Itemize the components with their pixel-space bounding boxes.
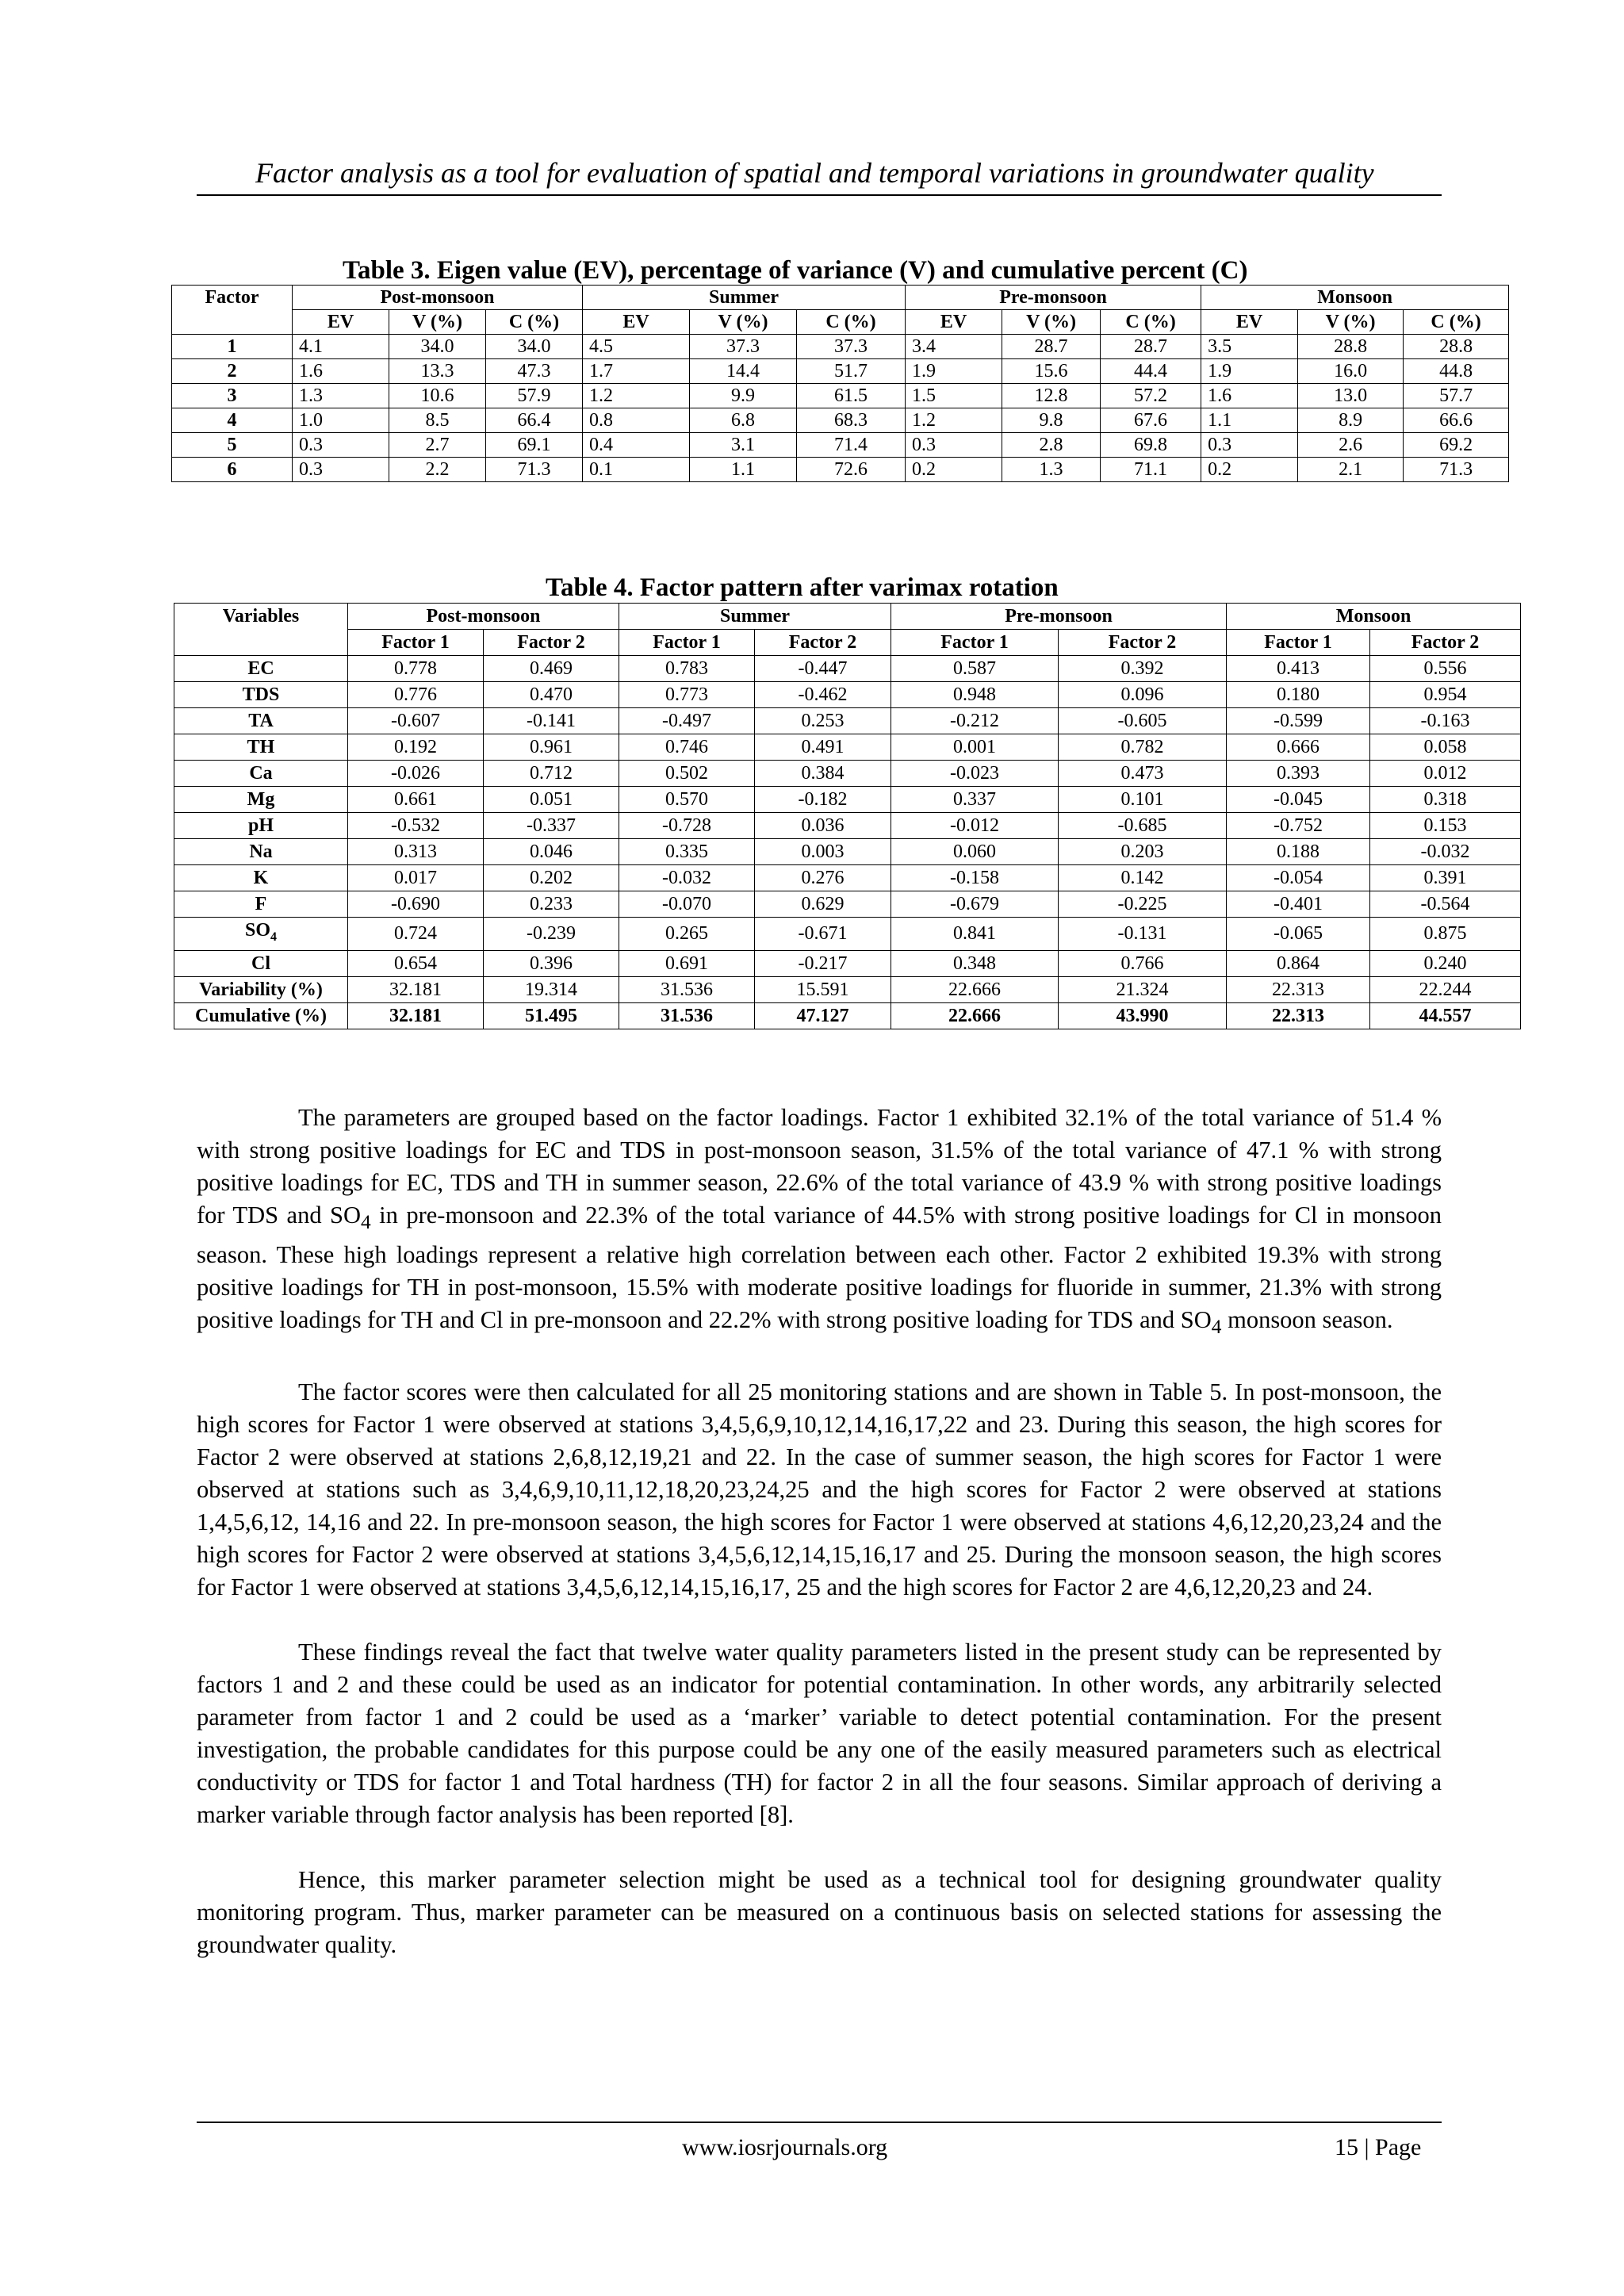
table4-cell: 0.666 bbox=[1227, 734, 1370, 761]
table3-row bbox=[172, 408, 1509, 433]
table4-cell: -0.401 bbox=[1227, 891, 1370, 918]
table4-variable-label: TA bbox=[174, 708, 348, 734]
table3-cell: 37.3 bbox=[797, 335, 906, 359]
table4-cell: 0.192 bbox=[348, 734, 484, 761]
table4-cell: 0.502 bbox=[619, 761, 755, 787]
table4-cell: 0.469 bbox=[484, 656, 619, 682]
table4-season-header: Post-monsoon bbox=[348, 604, 619, 630]
table3-cell: 12.8 bbox=[1002, 384, 1101, 408]
table4-cell: 0.142 bbox=[1059, 865, 1227, 891]
table4-cell: 0.318 bbox=[1370, 787, 1521, 813]
table4-cell: 0.188 bbox=[1227, 839, 1370, 865]
table4-cumulative-cell: 31.536 bbox=[619, 1002, 755, 1029]
table4-cell: -0.497 bbox=[619, 708, 755, 734]
table4-cell: -0.752 bbox=[1227, 813, 1370, 839]
table4-cell: -0.141 bbox=[484, 708, 619, 734]
table4-cumulative-cell: 22.313 bbox=[1227, 1002, 1370, 1029]
table3-cell: 57.9 bbox=[486, 384, 583, 408]
table3-cell: 0.3 bbox=[1201, 433, 1298, 458]
table4-cell: -0.158 bbox=[891, 865, 1059, 891]
table3-cell: 71.4 bbox=[797, 433, 906, 458]
table4-cell: -0.337 bbox=[484, 813, 619, 839]
table4-variable-label: Na bbox=[174, 839, 348, 865]
table4-season-header: Summer bbox=[619, 604, 891, 630]
table4-cell: 0.391 bbox=[1370, 865, 1521, 891]
table3-subheader-row bbox=[172, 310, 1509, 335]
table4-cell: 0.051 bbox=[484, 787, 619, 813]
table4-cell: -0.607 bbox=[348, 708, 484, 734]
table4-cell: -0.462 bbox=[755, 682, 891, 708]
table4-cell: 0.180 bbox=[1227, 682, 1370, 708]
table3-cell: 1.2 bbox=[906, 408, 1002, 433]
table4-variable-label: $SO_4$ bbox=[174, 918, 348, 951]
table4-cell: 0.773 bbox=[619, 682, 755, 708]
table4-variables-header: Variables bbox=[174, 604, 348, 656]
table4-cell: -0.065 bbox=[1227, 918, 1370, 951]
table4-cell: 0.782 bbox=[1059, 734, 1227, 761]
paragraph-1: The parameters are grouped based on the factor loadings. Factor 1 exhibited 32.1% of the total variance of 51.4 % with strong positive loadings for EC and TDS in post-monsoon season, 31.5% of the total variance of 47.1 % with strong positive loadings for EC, TDS and TH in summer season, 22.6% of the total variance of 43.9 % with strong positive loadings for TDS and $SO_4$ in pre-monsoon and 22.3% of the total variance of 44.5% with strong positive loadings for Cl in monsoon season. These high loadings represent a relative high correlation between each other. Factor 2 exhibited 19.3% with strong positive loadings for TH in post-monsoon, 15.5% with moderate positive loadings for fluoride in summer, 21.3% with strong positive loadings for TH and Cl in pre-monsoon and 22.2% with strong positive loading for TDS and $SO_4$ monsoon season. bbox=[197, 1104, 1442, 1339]
table3-cell: 61.5 bbox=[797, 384, 906, 408]
table4-variable-label: TDS bbox=[174, 682, 348, 708]
table4-cell: 0.864 bbox=[1227, 950, 1370, 976]
table4-cell: -0.023 bbox=[891, 761, 1059, 787]
table4-cell: -0.564 bbox=[1370, 891, 1521, 918]
table3-cell: 71.3 bbox=[1404, 458, 1509, 482]
table3-cell: 4.5 bbox=[583, 335, 690, 359]
table4-cell: 0.060 bbox=[891, 839, 1059, 865]
table4-cell: 0.003 bbox=[755, 839, 891, 865]
table4-cell: 0.096 bbox=[1059, 682, 1227, 708]
table4-subheader: Factor 1 bbox=[619, 630, 755, 656]
table3-cell: 28.8 bbox=[1404, 335, 1509, 359]
table3-cell: 67.6 bbox=[1101, 408, 1201, 433]
table3-factor-label: 1 bbox=[172, 335, 293, 359]
table4-cell: -0.182 bbox=[755, 787, 891, 813]
table3-subheader: EV bbox=[906, 310, 1002, 335]
table4-cell: -0.532 bbox=[348, 813, 484, 839]
table4-cell: 0.153 bbox=[1370, 813, 1521, 839]
table4-cell: 0.778 bbox=[348, 656, 484, 682]
table4-variable-label: F bbox=[174, 891, 348, 918]
table4-subheader: Factor 2 bbox=[1059, 630, 1227, 656]
header-rule bbox=[197, 194, 1442, 196]
table3-season-header: Post-monsoon bbox=[293, 286, 583, 310]
table3-subheader: C (%) bbox=[797, 310, 906, 335]
table4-cell: 0.396 bbox=[484, 950, 619, 976]
paragraph-2: The factor scores were then calculated for all 25 monitoring stations and are shown in Table 5. In post-monsoon, the high scores for Factor 1 were observed at stations 3,4,5,6,9,10,12,14,16,17,22 and 23. During this season, the high scores for Factor 2 were observed at stations 2,6,8,12,19,21 and 22. In the case of summer season, the high scores for Factor 1 were observed at stations such as 3,4,6,9,10,11,12,18,20,23,24,25 and the high scores for Factor 2 were observed at stations 1,4,5,6,12, 14,16 and 22. In pre-monsoon season, the high scores for Factor 1 were observed at stations 4,6,12,20,23,24 and the high scores for Factor 2 were observed at stations 3,4,5,6,12,14,15,16,17 and 25. During the monsoon season, the high scores for Factor 1 were observed at stations 3,4,5,6,12,14,15,16,17, 25 and the high scores for Factor 2 are 4,6,12,20,23 and 24. bbox=[197, 1378, 1442, 1601]
table3-cell: 3.1 bbox=[690, 433, 797, 458]
table4-cell: 0.240 bbox=[1370, 950, 1521, 976]
table3-cell: 28.8 bbox=[1298, 335, 1404, 359]
table3-subheader: C (%) bbox=[1404, 310, 1509, 335]
footer-rule bbox=[197, 2122, 1442, 2123]
table4-cell: 0.046 bbox=[484, 839, 619, 865]
table3-cell: 69.1 bbox=[486, 433, 583, 458]
table4-cell: 0.570 bbox=[619, 787, 755, 813]
table4-cell: -0.054 bbox=[1227, 865, 1370, 891]
table4-cell: 0.313 bbox=[348, 839, 484, 865]
table3-cell: 2.6 bbox=[1298, 433, 1404, 458]
table4-cell: 0.017 bbox=[348, 865, 484, 891]
table4-row bbox=[174, 865, 1521, 891]
table3-row bbox=[172, 359, 1509, 384]
table4-variability-label: Variability (%) bbox=[174, 976, 348, 1002]
table3-factor-label: 4 bbox=[172, 408, 293, 433]
table3-cell: 1.5 bbox=[906, 384, 1002, 408]
table3-subheader: V (%) bbox=[690, 310, 797, 335]
table4-cell: 0.413 bbox=[1227, 656, 1370, 682]
table3-factor-label: 3 bbox=[172, 384, 293, 408]
table4-variable-label: TH bbox=[174, 734, 348, 761]
table3-cell: 0.3 bbox=[293, 433, 389, 458]
table4-cell: -0.070 bbox=[619, 891, 755, 918]
table3-cell: 13.0 bbox=[1298, 384, 1404, 408]
table4-cell: 0.746 bbox=[619, 734, 755, 761]
table4-cumulative-label: Cumulative (%) bbox=[174, 1002, 348, 1029]
table4-subheader: Factor 2 bbox=[755, 630, 891, 656]
table4-row bbox=[174, 682, 1521, 708]
table4-cell: 0.491 bbox=[755, 734, 891, 761]
table4-cell: 0.393 bbox=[1227, 761, 1370, 787]
table3-factor-header: Factor bbox=[172, 286, 293, 335]
table4-cell: -0.012 bbox=[891, 813, 1059, 839]
table3-eigenvalues bbox=[171, 285, 1509, 482]
table3-cell: 0.1 bbox=[583, 458, 690, 482]
table4-variability-cell: 22.244 bbox=[1370, 976, 1521, 1002]
table3-season-header: Pre-monsoon bbox=[906, 286, 1201, 310]
table4-subheader: Factor 1 bbox=[1227, 630, 1370, 656]
table3-cell: 69.8 bbox=[1101, 433, 1201, 458]
table3-cell: 57.2 bbox=[1101, 384, 1201, 408]
table4-variability-cell: 19.314 bbox=[484, 976, 619, 1002]
table4-row bbox=[174, 891, 1521, 918]
table4-cell: -0.045 bbox=[1227, 787, 1370, 813]
table3-cell: 0.2 bbox=[1201, 458, 1298, 482]
table3-cell: 2.8 bbox=[1002, 433, 1101, 458]
table4-variability-cell: 32.181 bbox=[348, 976, 484, 1002]
table3-cell: 9.9 bbox=[690, 384, 797, 408]
table4-cell: 0.276 bbox=[755, 865, 891, 891]
table4-cumulative-cell: 22.666 bbox=[891, 1002, 1059, 1029]
table4-cell: 0.337 bbox=[891, 787, 1059, 813]
table4-cell: 0.766 bbox=[1059, 950, 1227, 976]
table3-cell: 0.4 bbox=[583, 433, 690, 458]
table3-subheader: EV bbox=[293, 310, 389, 335]
table4-cell: -0.212 bbox=[891, 708, 1059, 734]
table3-cell: 0.2 bbox=[906, 458, 1002, 482]
table3-cell: 1.6 bbox=[293, 359, 389, 384]
table3-cell: 3.5 bbox=[1201, 335, 1298, 359]
table4-caption: Table 4. Factor pattern after varimax rotation bbox=[546, 573, 1059, 602]
table4-variable-label: Mg bbox=[174, 787, 348, 813]
table4-cell: 0.470 bbox=[484, 682, 619, 708]
table4-cell: 0.875 bbox=[1370, 918, 1521, 951]
table3-cell: 37.3 bbox=[690, 335, 797, 359]
table4-cell: 0.776 bbox=[348, 682, 484, 708]
table4-factor-pattern bbox=[174, 603, 1521, 1029]
table3-season-header: Summer bbox=[583, 286, 906, 310]
table4-row bbox=[174, 656, 1521, 682]
table4-cell: -0.599 bbox=[1227, 708, 1370, 734]
table3-cell: 1.9 bbox=[1201, 359, 1298, 384]
table3-cell: 69.2 bbox=[1404, 433, 1509, 458]
table3-caption: Table 3. Eigen value (EV), percentage of variance (V) and cumulative percent (C) bbox=[343, 256, 1248, 285]
table3-subheader: V (%) bbox=[389, 310, 486, 335]
table3-cell: 8.9 bbox=[1298, 408, 1404, 433]
table4-cell: -0.163 bbox=[1370, 708, 1521, 734]
table4-cell: -0.131 bbox=[1059, 918, 1227, 951]
table3-factor-label: 6 bbox=[172, 458, 293, 482]
table4-cumulative-cell: 43.990 bbox=[1059, 1002, 1227, 1029]
table3-subheader: EV bbox=[1201, 310, 1298, 335]
table4-row bbox=[174, 761, 1521, 787]
table4-cumulative-cell: 32.181 bbox=[348, 1002, 484, 1029]
table3-cell: 14.4 bbox=[690, 359, 797, 384]
table3-cell: 1.0 bbox=[293, 408, 389, 433]
table4-row bbox=[174, 813, 1521, 839]
table3-cell: 51.7 bbox=[797, 359, 906, 384]
table3-cell: 15.6 bbox=[1002, 359, 1101, 384]
table3-cell: 1.1 bbox=[1201, 408, 1298, 433]
table4-cell: 0.954 bbox=[1370, 682, 1521, 708]
table3-cell: 1.3 bbox=[293, 384, 389, 408]
table3-season-header: Monsoon bbox=[1201, 286, 1509, 310]
table4-cell: 0.948 bbox=[891, 682, 1059, 708]
table3-cell: 1.3 bbox=[1002, 458, 1101, 482]
table4-cell: 0.233 bbox=[484, 891, 619, 918]
table4-cell: 0.661 bbox=[348, 787, 484, 813]
table4-variability-row bbox=[174, 976, 1521, 1002]
table4-cell: -0.239 bbox=[484, 918, 619, 951]
table4-cell: 0.101 bbox=[1059, 787, 1227, 813]
table3-cell: 28.7 bbox=[1002, 335, 1101, 359]
table3-cell: 1.2 bbox=[583, 384, 690, 408]
table3-cell: 0.3 bbox=[293, 458, 389, 482]
table4-cell: -0.679 bbox=[891, 891, 1059, 918]
table3-cell: 1.6 bbox=[1201, 384, 1298, 408]
table3-cell: 16.0 bbox=[1298, 359, 1404, 384]
table4-cell: -0.671 bbox=[755, 918, 891, 951]
table4-cell: -0.685 bbox=[1059, 813, 1227, 839]
table3-cell: 2.2 bbox=[389, 458, 486, 482]
table3-cell: 57.7 bbox=[1404, 384, 1509, 408]
table4-cell: 0.473 bbox=[1059, 761, 1227, 787]
table3-cell: 71.1 bbox=[1101, 458, 1201, 482]
table3-cell: 3.4 bbox=[906, 335, 1002, 359]
table4-cell: 0.724 bbox=[348, 918, 484, 951]
table4-cumulative-row bbox=[174, 1002, 1521, 1029]
table4-cell: -0.026 bbox=[348, 761, 484, 787]
table4-variability-cell: 22.666 bbox=[891, 976, 1059, 1002]
table3-cell: 10.6 bbox=[389, 384, 486, 408]
table3-cell: 1.7 bbox=[583, 359, 690, 384]
table4-variability-cell: 22.313 bbox=[1227, 976, 1370, 1002]
table3-cell: 13.3 bbox=[389, 359, 486, 384]
table4-cell: -0.032 bbox=[619, 865, 755, 891]
table4-variable-label: Cl bbox=[174, 950, 348, 976]
table3-cell: 47.3 bbox=[486, 359, 583, 384]
table4-row bbox=[174, 839, 1521, 865]
table4-row bbox=[174, 787, 1521, 813]
table3-header-row bbox=[172, 286, 1509, 310]
table3-cell: 66.4 bbox=[486, 408, 583, 433]
table4-cumulative-cell: 47.127 bbox=[755, 1002, 891, 1029]
table3-row bbox=[172, 433, 1509, 458]
table3-subheader: C (%) bbox=[486, 310, 583, 335]
table4-cell: 0.961 bbox=[484, 734, 619, 761]
table4-cell: -0.605 bbox=[1059, 708, 1227, 734]
table4-subheader: Factor 2 bbox=[1370, 630, 1521, 656]
table4-cell: -0.728 bbox=[619, 813, 755, 839]
table4-variable-label: pH bbox=[174, 813, 348, 839]
table3-cell: 1.9 bbox=[906, 359, 1002, 384]
table4-cell: -0.032 bbox=[1370, 839, 1521, 865]
table3-cell: 44.4 bbox=[1101, 359, 1201, 384]
table4-cell: 0.001 bbox=[891, 734, 1059, 761]
table4-variability-cell: 21.324 bbox=[1059, 976, 1227, 1002]
table3-subheader: V (%) bbox=[1002, 310, 1101, 335]
table4-cell: 0.253 bbox=[755, 708, 891, 734]
table4-cell: 0.712 bbox=[484, 761, 619, 787]
table4-row bbox=[174, 708, 1521, 734]
table3-cell: 4.1 bbox=[293, 335, 389, 359]
table3-row bbox=[172, 384, 1509, 408]
table3-cell: 1.1 bbox=[690, 458, 797, 482]
table3-factor-label: 2 bbox=[172, 359, 293, 384]
table3-cell: 68.3 bbox=[797, 408, 906, 433]
table4-cell: 0.783 bbox=[619, 656, 755, 682]
table3-cell: 71.3 bbox=[486, 458, 583, 482]
running-header: Factor analysis as a tool for evaluation of spatial and temporal variations in groundwater quality bbox=[255, 157, 1374, 189]
table4-cell: -0.217 bbox=[755, 950, 891, 976]
table4-season-header: Pre-monsoon bbox=[891, 604, 1227, 630]
table4-subheader: Factor 2 bbox=[484, 630, 619, 656]
table4-cell: 0.202 bbox=[484, 865, 619, 891]
table4-cell: 0.036 bbox=[755, 813, 891, 839]
table4-cell: 0.629 bbox=[755, 891, 891, 918]
table4-cell: 0.392 bbox=[1059, 656, 1227, 682]
table4-header-row bbox=[174, 604, 1521, 630]
table4-variability-cell: 31.536 bbox=[619, 976, 755, 1002]
table3-cell: 0.3 bbox=[906, 433, 1002, 458]
table3-row bbox=[172, 458, 1509, 482]
table3-subheader: EV bbox=[583, 310, 690, 335]
table3-cell: 0.8 bbox=[583, 408, 690, 433]
table4-variability-cell: 15.591 bbox=[755, 976, 891, 1002]
table4-row bbox=[174, 950, 1521, 976]
table3-subheader: C (%) bbox=[1101, 310, 1201, 335]
paragraph-3: These findings reveal the fact that twelve water quality parameters listed in the present study can be represented by factors 1 and 2 and these could be used as an indicator for potential contamination. In other words, any arbitrarily selected parameter from factor 1 and 2 could be used as a ‘marker’ variable to detect potential contamination. For the present investigation, the probable candidates for this purpose could be any one of the easily measured parameters such as electrical conductivity or TDS for factor 1 and Total hardness (TH) for factor 2 in all the four seasons. Similar approach of deriving a marker variable through factor analysis has been reported [8]. bbox=[197, 1639, 1442, 1829]
table4-cumulative-cell: 51.495 bbox=[484, 1002, 619, 1029]
table3-cell: 72.6 bbox=[797, 458, 906, 482]
table4-cell: 0.587 bbox=[891, 656, 1059, 682]
table4-subheader: Factor 1 bbox=[891, 630, 1059, 656]
table4-cell: 0.335 bbox=[619, 839, 755, 865]
table3-cell: 34.0 bbox=[389, 335, 486, 359]
footer-website: www.iosrjournals.org bbox=[682, 2134, 888, 2160]
table4-row bbox=[174, 918, 1521, 951]
table4-cell: 0.203 bbox=[1059, 839, 1227, 865]
paragraph-4: Hence, this marker parameter selection might be used as a technical tool for designing groundwater quality monitoring program. Thus, marker parameter can be measured on a continuous basis on selected stations for assessing the groundwater quality. bbox=[197, 1866, 1442, 1959]
table4-cell: 0.841 bbox=[891, 918, 1059, 951]
table4-cell: 0.348 bbox=[891, 950, 1059, 976]
table3-cell: 9.8 bbox=[1002, 408, 1101, 433]
table4-season-header: Monsoon bbox=[1227, 604, 1521, 630]
table4-subheader: Factor 1 bbox=[348, 630, 484, 656]
table3-factor-label: 5 bbox=[172, 433, 293, 458]
body-text bbox=[197, 1102, 1442, 1961]
table4-row bbox=[174, 734, 1521, 761]
footer-page-number: 15 | Page bbox=[1335, 2134, 1422, 2160]
table3-cell: 6.8 bbox=[690, 408, 797, 433]
table4-variable-label: Ca bbox=[174, 761, 348, 787]
table3-cell: 34.0 bbox=[486, 335, 583, 359]
table4-cell: 0.265 bbox=[619, 918, 755, 951]
table4-cell: 0.384 bbox=[755, 761, 891, 787]
table3-cell: 66.6 bbox=[1404, 408, 1509, 433]
table3-cell: 44.8 bbox=[1404, 359, 1509, 384]
table3-cell: 28.7 bbox=[1101, 335, 1201, 359]
table4-cumulative-cell: 44.557 bbox=[1370, 1002, 1521, 1029]
table4-cell: -0.690 bbox=[348, 891, 484, 918]
table3-cell: 8.5 bbox=[389, 408, 486, 433]
table4-cell: 0.556 bbox=[1370, 656, 1521, 682]
table4-cell: 0.654 bbox=[348, 950, 484, 976]
table4-variable-label: EC bbox=[174, 656, 348, 682]
table4-subheader-row bbox=[174, 630, 1521, 656]
table3-row bbox=[172, 335, 1509, 359]
table4-cell: -0.225 bbox=[1059, 891, 1227, 918]
table4-variable-label: K bbox=[174, 865, 348, 891]
table3-cell: 2.1 bbox=[1298, 458, 1404, 482]
table4-cell: -0.447 bbox=[755, 656, 891, 682]
table3-subheader: V (%) bbox=[1298, 310, 1404, 335]
table4-cell: 0.012 bbox=[1370, 761, 1521, 787]
table4-cell: 0.058 bbox=[1370, 734, 1521, 761]
table4-cell: 0.691 bbox=[619, 950, 755, 976]
table3-cell: 2.7 bbox=[389, 433, 486, 458]
